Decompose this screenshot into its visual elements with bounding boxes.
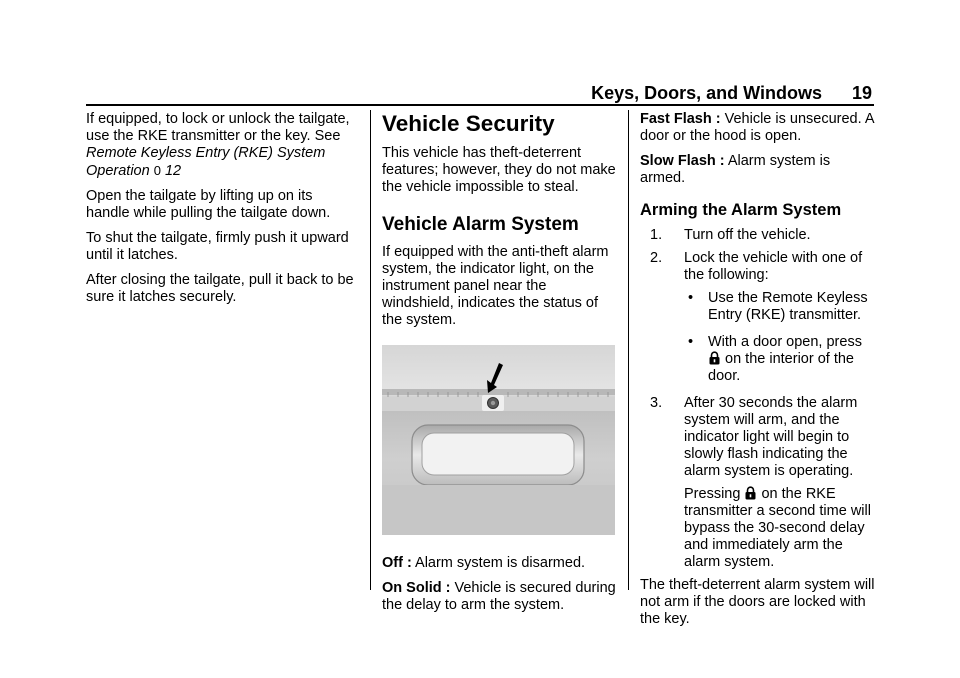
column-2 (382, 111, 618, 622)
tailgate-open-paragraph: Open the tailgate by lifting up on its handle while pulling the tailgate down. (86, 188, 331, 221)
step-continuation (684, 486, 878, 571)
arming-heading: Arming the Alarm System (640, 201, 842, 219)
column-1 (86, 111, 356, 314)
text: on the RKE transmitter a second time will bypass the 30-second delay and immediately arm the alarm system. (684, 486, 871, 570)
list-item (684, 334, 878, 385)
indicator-light-figure (382, 345, 615, 535)
column-divider-1 (370, 110, 371, 590)
list-item (640, 395, 878, 571)
vehicle-security-heading: Vehicle Security (382, 111, 555, 136)
bullet-text: on the interior of the door. (708, 351, 854, 384)
step-number: 3. (650, 395, 663, 411)
security-paragraph: This vehicle has theft-deterrent features; however, they do not make the vehicle impossible to steal. (382, 145, 616, 195)
column-divider-2 (628, 110, 629, 590)
off-text: Alarm system is disarmed. (411, 555, 586, 571)
page-ref-number: 12 (164, 163, 182, 179)
fast-flash-label: Fast Flash : (640, 111, 721, 127)
page-number: 19 (851, 83, 872, 103)
on-solid-label: On Solid : (382, 580, 451, 596)
off-label: Off : (382, 555, 412, 571)
alarm-paragraph: If equipped with the anti-theft alarm system, the indicator light, on the instrument panel near the windshield, indicates the status of the system. (382, 244, 609, 328)
tailgate-close-paragraph: After closing the tailgate, pull it back to be sure it latches securely. (86, 272, 354, 305)
fast-flash-status (640, 111, 878, 145)
text: If equipped, to lock or unlock the tailgate, use the RKE transmitter or the key. See (86, 111, 350, 144)
on-solid-status (382, 580, 618, 614)
bullet: • (688, 290, 694, 306)
step-text: After 30 seconds the alarm system will arm, and the indicator light will begin to slowly flash indicating the alarm system is operating. (684, 395, 858, 479)
header-rule (86, 104, 874, 106)
list-item (640, 250, 878, 385)
slow-flash-text: Alarm system is armed. (640, 153, 831, 186)
slow-flash-label: Slow Flash : (640, 153, 725, 169)
lock-options (684, 290, 878, 385)
section-title: Keys, Doors, and Windows (591, 83, 822, 103)
bullet: • (688, 334, 694, 350)
alarm-system-heading: Vehicle Alarm System (382, 214, 579, 235)
lock-icon (709, 351, 720, 365)
column-3 (640, 111, 878, 636)
tailgate-shut-paragraph: To shut the tailgate, firmly push it upward until it latches. (86, 230, 349, 263)
off-status (382, 555, 618, 572)
rke-reference-link[interactable]: Remote Keyless Entry (RKE) System Operation (86, 145, 326, 179)
page-ref-arrow-icon: 0 (153, 163, 161, 178)
theft-deterrent-note: The theft-deterrent alarm system will not arm if the doors are locked with the key. (640, 577, 875, 627)
bullet-text: With a door open, press (708, 334, 862, 350)
lock-icon (745, 486, 756, 500)
step-text: Turn off the vehicle. (684, 227, 811, 243)
fast-flash-text: Vehicle is unsecured. A door or the hood is open. (640, 111, 874, 144)
step-text: Lock the vehicle with one of the following: (684, 250, 863, 283)
arming-steps (640, 227, 878, 571)
on-solid-text: Vehicle is secured during the delay to arm the system. (382, 580, 616, 613)
list-item (684, 290, 878, 324)
list-item (640, 227, 878, 244)
step-number: 2. (650, 250, 663, 266)
page-header (0, 82, 872, 104)
tailgate-lock-paragraph (86, 111, 356, 180)
text: Pressing (684, 486, 745, 502)
slow-flash-status (640, 153, 878, 187)
step-number: 1. (650, 227, 663, 243)
bullet-text: Use the Remote Keyless Entry (RKE) transmitter. (708, 290, 868, 323)
